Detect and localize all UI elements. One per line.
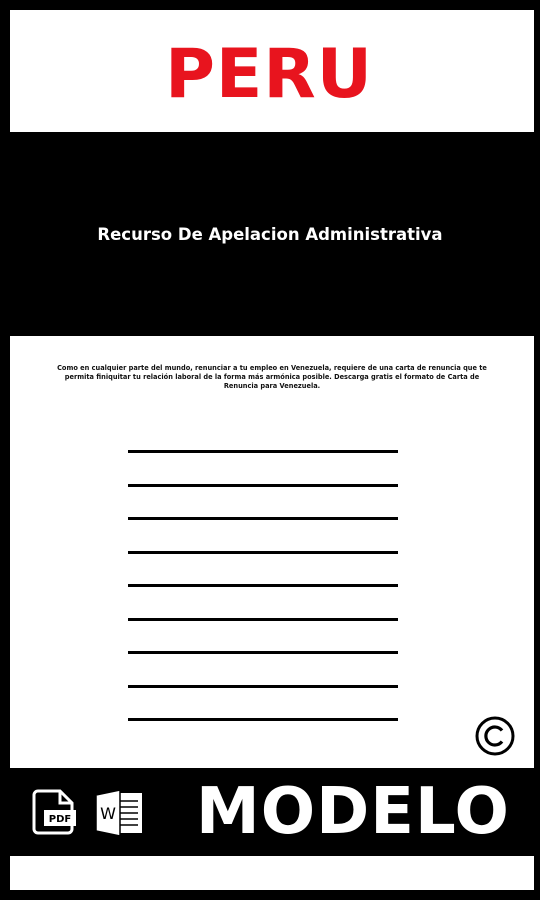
copyright-icon [475,716,515,756]
model-heading: MODELO [196,775,510,849]
blank-line [128,618,398,621]
blank-line [128,450,398,453]
country-title: PERU [165,34,373,114]
word-letter: W [100,804,116,823]
blank-line [128,484,398,487]
blank-line [128,651,398,654]
top-banner [10,10,534,132]
blank-line [128,584,398,587]
document-title: Recurso De Apelacion Administrativa [97,224,443,244]
blank-line [128,551,398,554]
bottom-strip [10,856,534,890]
blank-line [128,685,398,688]
pdf-label: PDF [48,814,72,825]
title-band [0,132,540,336]
blank-line [128,718,398,721]
document-preview [10,336,534,768]
blank-line [128,517,398,520]
document-description: Como en cualquier parte del mundo, renunciar a tu empleo en Venezuela, requiere de una carta de renuncia que te permita finiquitar tu relación laboral de la forma más armónica posible. Descarga gratis el formato de Carta de Renuncia para Venezuela. [57,364,487,390]
pdf-file-icon[interactable] [32,789,76,835]
word-document-icon[interactable] [94,789,146,837]
